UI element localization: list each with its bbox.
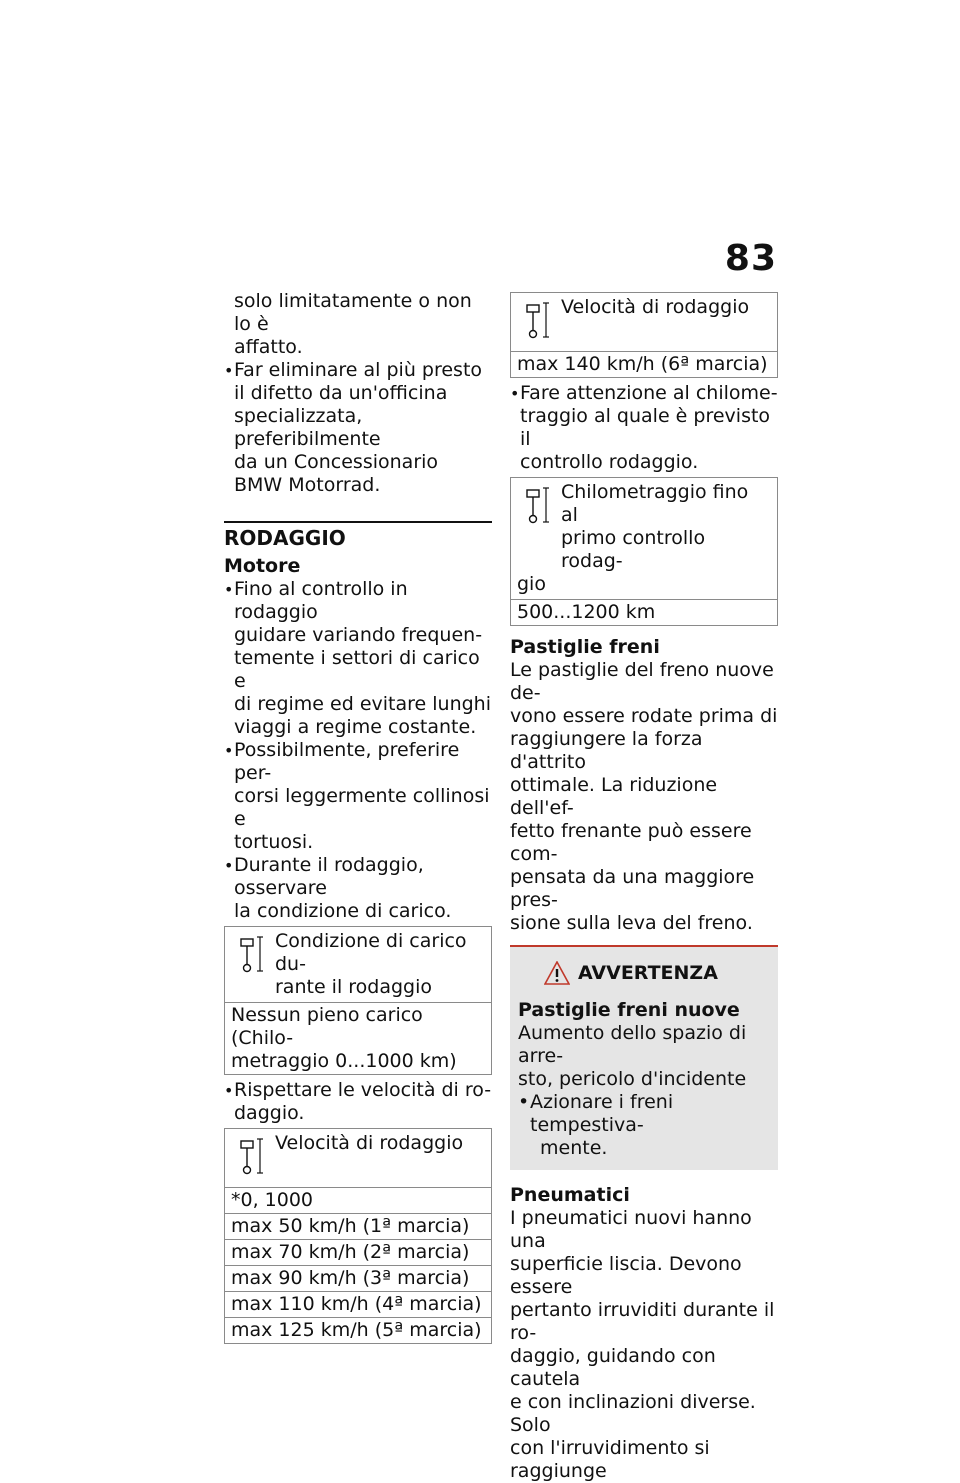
- bullet-line: da un Concessionario: [234, 451, 439, 473]
- spec-row: max 110 km/h (4ª marcia): [225, 1291, 491, 1317]
- spec-table-speed-6: [510, 292, 778, 378]
- spec-row-line: Nessun pieno carico (Chilo-: [231, 1004, 423, 1049]
- spec-row: max 125 km/h (5ª marcia): [225, 1317, 491, 1343]
- warning-action: [518, 1091, 768, 1160]
- spec-header-line: primo controllo rodag-: [561, 527, 706, 572]
- spec-header-line: Chilometraggio fino al: [561, 481, 749, 526]
- engine-gauge-icon: [239, 1137, 265, 1177]
- bullet-line: • Fino al controllo in rodaggio: [234, 578, 408, 623]
- text-line: vono essere rodate prima di: [510, 705, 778, 727]
- warning-text: Aumento dello spazio di arre-: [518, 1022, 747, 1067]
- bullet-line: il difetto da un'officina: [234, 382, 448, 404]
- warning-box: [510, 945, 778, 1170]
- brakes-text: [510, 659, 778, 935]
- spec-table-load: [224, 926, 492, 1075]
- spec-header-line: Velocità di rodaggio: [275, 1132, 464, 1154]
- intro-line: affatto.: [234, 336, 303, 358]
- warning-action-line: mente.: [540, 1137, 608, 1159]
- spec-table-header: [225, 1129, 491, 1187]
- engine-gauge-icon: [525, 486, 551, 526]
- warning-action-line: • Azionare i freni tempestiva-: [530, 1091, 674, 1136]
- spec-table-header: [511, 293, 777, 351]
- spec-table-km: [510, 477, 778, 626]
- bullet-line: controllo rodaggio.: [520, 451, 699, 473]
- spec-table-header: [225, 927, 491, 1002]
- bullet-line: • Fare attenzione al chilome-: [520, 382, 778, 404]
- text-line: fetto frenante può essere com-: [510, 820, 752, 865]
- spec-row: max 90 km/h (3ª marcia): [225, 1265, 491, 1291]
- spec-row-line: metraggio 0...1000 km): [231, 1050, 457, 1072]
- bullet-line: specializzata, preferibilmente: [234, 405, 381, 450]
- text-line: con l'irruvidimento si raggiunge: [510, 1437, 710, 1482]
- text-line: sione sulla leva del freno.: [510, 912, 753, 934]
- bullet-line: guidare variando frequen-: [234, 624, 483, 646]
- text-line: raggiungere la forza d'attrito: [510, 728, 703, 773]
- bullet-line: • Possibilmente, preferire per-: [234, 739, 460, 784]
- spec-header-line: rante il rodaggio: [275, 976, 433, 998]
- bullet-item: [224, 854, 492, 923]
- text-line: pensata da una maggiore pres-: [510, 866, 755, 911]
- text-line: Le pastiglie del freno nuove de-: [510, 659, 774, 704]
- page-number: 83: [724, 238, 777, 279]
- warning-subtitle: Pastiglie freni nuove: [518, 999, 740, 1021]
- tyres-text: [510, 1207, 778, 1483]
- spec-row: max 140 km/h (6ª marcia): [511, 351, 777, 377]
- bullet-item: [224, 578, 492, 739]
- bullet-item: [510, 382, 778, 474]
- sub-title: Motore: [224, 555, 301, 577]
- bullet-line: • Durante il rodaggio, osservare: [234, 854, 424, 899]
- intro-line: solo limitatamente o non lo è: [234, 290, 472, 335]
- bullet-line: temente i settori di carico e: [234, 647, 480, 692]
- spec-row: max 50 km/h (1ª marcia): [225, 1213, 491, 1239]
- spec-header-line: Velocità di rodaggio: [561, 296, 750, 318]
- bullet-line: di regime ed evitare lunghi: [234, 693, 492, 715]
- spec-row: max 70 km/h (2ª marcia): [225, 1239, 491, 1265]
- brakes-title: Pastiglie freni: [510, 636, 660, 658]
- engine-gauge-icon: [525, 301, 551, 341]
- spec-row: 500...1200 km: [511, 599, 777, 625]
- bullet-line: viaggi a regime costante.: [234, 716, 477, 738]
- bullet-line: la condizione di carico.: [234, 900, 452, 922]
- bullet-line: • Rispettare le velocità di ro-: [234, 1079, 492, 1101]
- spec-header-line: gio: [517, 573, 546, 595]
- warning-text: sto, pericolo d'incidente: [518, 1068, 747, 1090]
- text-line: ottimale. La riduzione dell'ef-: [510, 774, 718, 819]
- left-column: [224, 290, 492, 1348]
- bullet-line: tortuosi.: [234, 831, 314, 853]
- bullet-line: BMW Motorrad.: [234, 474, 381, 496]
- bullet-item: [224, 359, 492, 497]
- warning-triangle-icon: [544, 961, 570, 985]
- bullet-line: daggio.: [234, 1102, 305, 1124]
- bullet-line: • Far eliminare al più presto: [234, 359, 483, 381]
- engine-gauge-icon: [239, 935, 265, 975]
- section-title: RODAGGIO: [224, 521, 492, 551]
- warning-title: AVVERTENZA: [578, 961, 718, 984]
- spec-table-header: [511, 478, 777, 599]
- spec-table-speed: [224, 1128, 492, 1344]
- tyres-title: Pneumatici: [510, 1184, 630, 1206]
- spec-row: [225, 1002, 491, 1074]
- spec-header-line: Condizione di carico du-: [275, 930, 467, 975]
- text-line: e con inclinazioni diverse. Solo: [510, 1391, 756, 1436]
- bullet-line: traggio al quale è previsto il: [520, 405, 771, 450]
- warning-header: [518, 961, 768, 985]
- right-column: [510, 290, 778, 1483]
- text-line: daggio, guidando con cautela: [510, 1345, 716, 1390]
- text-line: I pneumatici nuovi hanno una: [510, 1207, 752, 1252]
- bullet-item: [224, 739, 492, 854]
- bullet-line: corsi leggermente collinosi e: [234, 785, 490, 830]
- bullet-item: [224, 1079, 492, 1125]
- text-line: superficie liscia. Devono essere: [510, 1253, 742, 1298]
- text-line: pertanto irruviditi durante il ro-: [510, 1299, 775, 1344]
- spec-row: *0, 1000: [225, 1187, 491, 1213]
